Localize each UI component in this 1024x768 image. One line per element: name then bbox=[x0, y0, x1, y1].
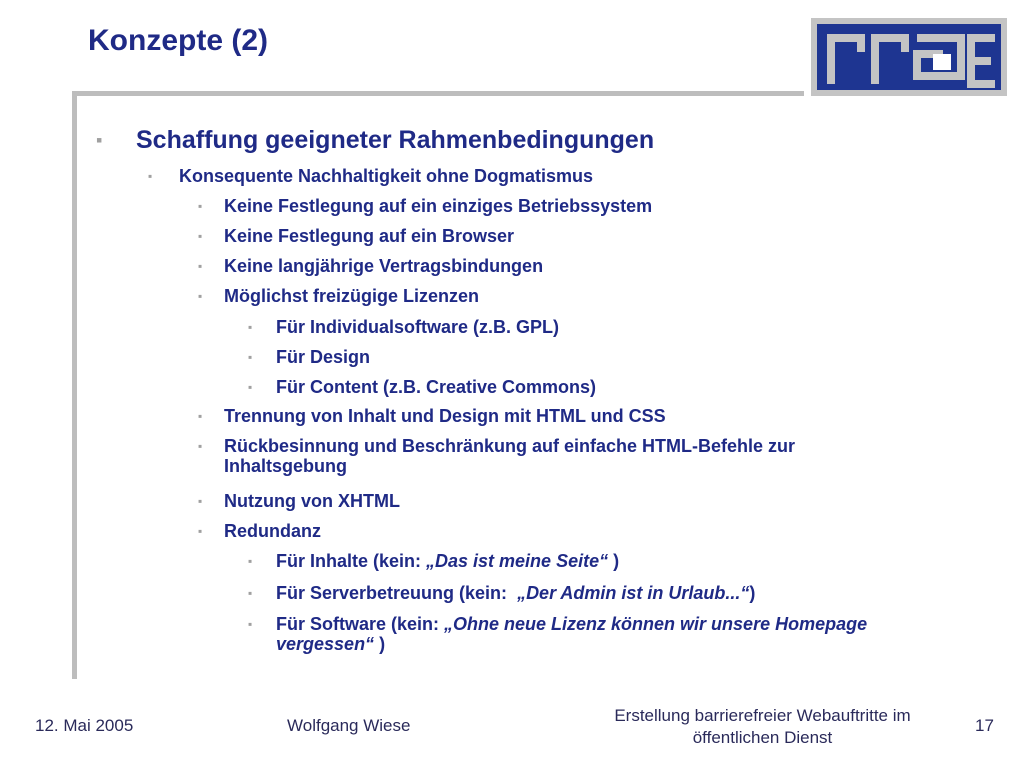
bullet-icon: ▪ bbox=[96, 130, 103, 150]
list-item-text: Schaffung geeigneter Rahmenbedingungen bbox=[136, 126, 655, 154]
footer-subtitle-line2: öffentlichen Dienst bbox=[692, 728, 833, 748]
list-item-level4 bbox=[248, 551, 620, 572]
footer-subtitle bbox=[575, 705, 950, 749]
page-number: 17 bbox=[975, 716, 994, 735]
list-item-level3 bbox=[198, 491, 400, 512]
bullet-icon: ▪ bbox=[198, 494, 203, 508]
bullet-icon: ▪ bbox=[198, 439, 203, 453]
list-item-level4 bbox=[248, 583, 756, 604]
bullet-icon: ▪ bbox=[248, 554, 253, 568]
bullet-icon: ▪ bbox=[198, 409, 203, 423]
bullet-icon: ▪ bbox=[198, 229, 203, 243]
bullet-icon: ▪ bbox=[198, 259, 203, 273]
list-item-text: Für Individualsoftware (z.B. GPL) bbox=[276, 317, 560, 337]
list-item-text: Keine Festlegung auf ein Browser bbox=[224, 226, 515, 246]
list-item-prefix: Für Serverbetreuung (kein: bbox=[276, 583, 518, 603]
list-item-level1 bbox=[96, 126, 655, 155]
list-item-quote: „Ohne neue Lizenz können wir unsere Homepage vergessen“ bbox=[276, 614, 868, 654]
list-item-text: Konsequente Nachhaltigkeit ohne Dogmatismus bbox=[179, 166, 594, 186]
list-item-level4 bbox=[248, 317, 560, 338]
list-item-suffix: ) bbox=[374, 633, 386, 654]
list-item-level3 bbox=[198, 286, 480, 307]
list-item-level3 bbox=[198, 521, 321, 542]
footer-subtitle-line1: Erstellung barrierefreier Webauftritte im bbox=[614, 706, 911, 725]
footer-date: 12. Mai 2005 bbox=[35, 716, 134, 735]
bullet-icon: ▪ bbox=[248, 586, 253, 600]
list-item-text: Keine Festlegung auf ein einziges Betriebssystem bbox=[224, 196, 653, 216]
list-item-text: Rückbesinnung und Beschränkung auf einfache HTML-Befehle zur Inhaltsgebung bbox=[224, 436, 796, 476]
list-item-level4 bbox=[248, 347, 371, 368]
list-item-text: Möglichst freizügige Lizenzen bbox=[224, 286, 480, 306]
list-item-level4 bbox=[248, 614, 916, 655]
bullet-icon: ▪ bbox=[198, 289, 203, 303]
bullet-icon: ▪ bbox=[248, 617, 253, 631]
bullet-icon: ▪ bbox=[148, 169, 153, 183]
bullet-icon: ▪ bbox=[198, 524, 203, 538]
bullet-icon: ▪ bbox=[248, 350, 253, 364]
list-item-quote: „Das ist meine Seite“ bbox=[426, 551, 609, 571]
list-item-prefix: Für Software (kein: bbox=[276, 614, 445, 634]
list-item-text: Für Content (z.B. Creative Commons) bbox=[276, 377, 597, 397]
list-item-text: Redundanz bbox=[224, 521, 321, 541]
slide-title: Konzepte (2) bbox=[88, 24, 268, 57]
list-item-text: Für Design bbox=[276, 347, 371, 367]
bullet-icon: ▪ bbox=[248, 380, 253, 394]
list-item-level3 bbox=[198, 436, 914, 477]
list-item-level3 bbox=[198, 406, 666, 427]
list-item-level3 bbox=[198, 226, 515, 247]
bullet-icon: ▪ bbox=[198, 199, 203, 213]
list-item-suffix: ) bbox=[749, 583, 756, 603]
list-item-text: Trennung von Inhalt und Design mit HTML und CSS bbox=[224, 406, 666, 426]
list-item-text: Nutzung von XHTML bbox=[224, 491, 400, 511]
footer-author: Wolfgang Wiese bbox=[287, 716, 411, 735]
list-item-level4 bbox=[248, 377, 597, 398]
list-item-level2 bbox=[148, 166, 594, 187]
list-item-prefix: Für Inhalte (kein: bbox=[276, 551, 427, 571]
bullet-icon: ▪ bbox=[248, 320, 253, 334]
list-item-quote: „Der Admin ist in Urlaub...“ bbox=[517, 583, 750, 603]
list-item-suffix: ) bbox=[608, 551, 620, 571]
list-item-level3 bbox=[198, 196, 653, 217]
list-item-text: Keine langjährige Vertragsbindungen bbox=[224, 256, 544, 276]
list-item-level3 bbox=[198, 256, 544, 277]
